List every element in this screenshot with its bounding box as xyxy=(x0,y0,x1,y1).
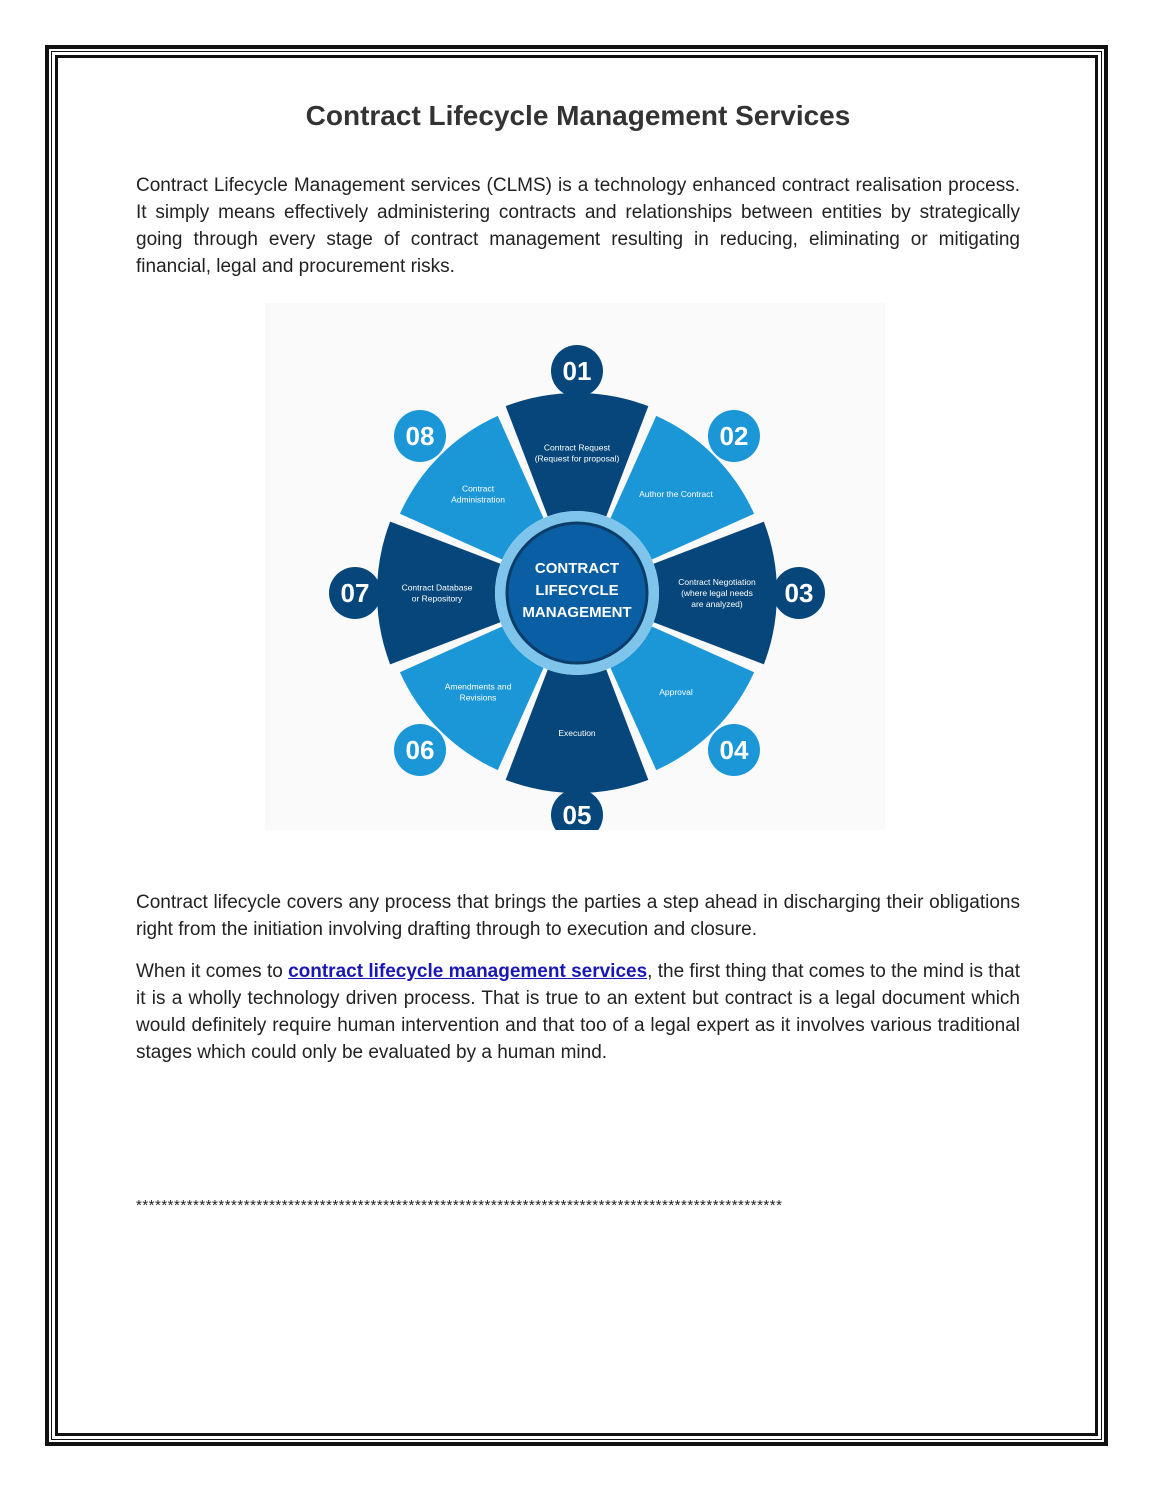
stage-label-05-line-1: Execution xyxy=(558,728,596,738)
intro-paragraph: Contract Lifecycle Management services (CLMS) is a technology enhanced contract realisation process. It simply means effectively administering contracts and relationships between entities by strategically going through every stage of contract management resulting in reducing, eliminating or mitigating financial, legal and procurement risks. xyxy=(136,175,1020,277)
center-title-line-1: CONTRACT xyxy=(534,560,620,577)
stage-number-05: 05 xyxy=(562,800,592,830)
stage-label-06-line-1: Amendments and xyxy=(444,681,512,692)
page-title: Contract Lifecycle Management Services xyxy=(305,100,851,131)
center-title-line-3: MANAGEMENT xyxy=(522,604,632,621)
stage-label-03-line-3: are analyzed) xyxy=(691,599,743,609)
services-paragraph-end: , the first thing that comes to the mind is that it is a wholly technology driven process. That is true to an extent but contract is a legal document which would definitely require human intervention and that too of a legal expert as it involves various traditional stages which could only be evaluated by a human mind. xyxy=(136,961,1021,1063)
stage-label-02-line-1: Author the Contract xyxy=(639,489,713,500)
lifecycle-paragraph: Contract lifecycle covers any process that brings the parties a step ahead in discharging their obligations right from the initiation involving drafting through to execution and closure. xyxy=(136,892,1020,940)
separator-line: ****************************************************************************************************** xyxy=(136,1197,783,1214)
services-paragraph xyxy=(136,958,1020,1066)
stage-number-06: 06 xyxy=(405,734,435,765)
stage-number-02: 02 xyxy=(719,421,749,452)
services-paragraph-start: When it comes to xyxy=(136,961,289,982)
stage-label-07-line-2: or Repository xyxy=(411,593,463,604)
clm-wheel-diagram xyxy=(265,303,885,830)
clm-diagram-figure xyxy=(265,303,885,830)
stage-label-06-line-2: Revisions xyxy=(459,692,497,703)
stage-label-08-line-2: Administration xyxy=(451,494,505,505)
stage-number-01: 01 xyxy=(562,356,592,386)
clm-services-link[interactable]: contract lifecycle management services xyxy=(288,961,648,982)
stage-label-07-line-1: Contract Database xyxy=(401,582,473,593)
stage-label-04-line-1: Approval xyxy=(659,686,693,697)
stage-number-07: 07 xyxy=(340,578,370,608)
stage-label-03-line-1: Contract Negotiation xyxy=(678,577,756,587)
stage-label-01-line-1: Contract Request xyxy=(543,442,611,453)
stage-label-03-line-2: (where legal needs xyxy=(681,588,753,598)
stage-number-03: 03 xyxy=(784,578,814,608)
stage-label-01-line-2: (Request for proposal) xyxy=(534,453,620,464)
stage-number-08: 08 xyxy=(405,421,435,452)
center-title-line-2: LIFECYCLE xyxy=(535,582,619,599)
stage-label-08-line-1: Contract xyxy=(461,483,495,494)
stage-number-04: 04 xyxy=(719,734,749,765)
